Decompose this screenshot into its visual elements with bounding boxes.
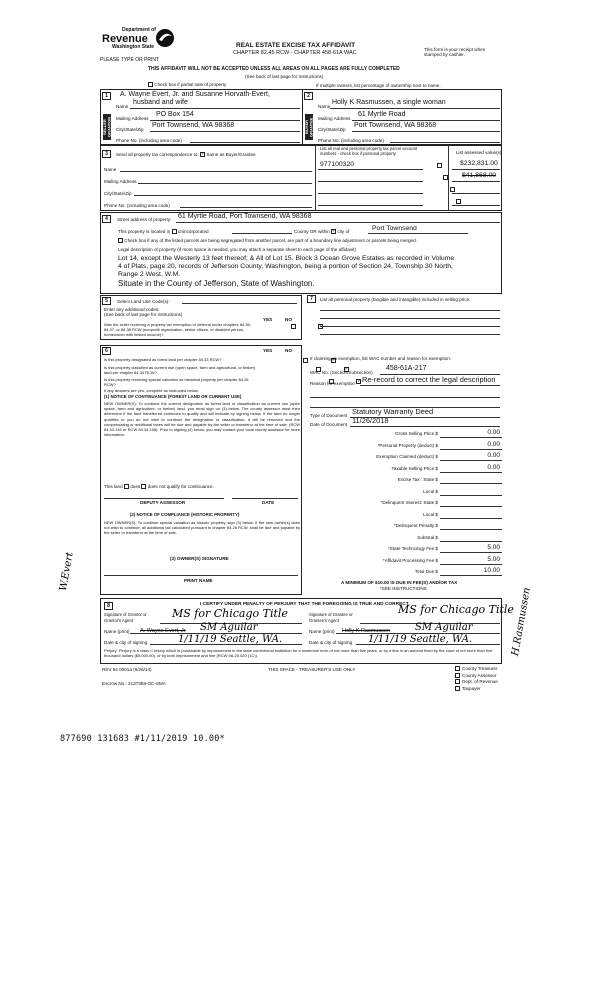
tax-row-label: Taxable Selling Price $ <box>391 465 438 471</box>
buyer-city-label: City/State/Zip <box>318 127 346 132</box>
print-name: PRINT NAME <box>184 578 213 583</box>
seller-phone-label: Phone No. (including area code) <box>116 138 182 143</box>
section-7-number: 7 <box>307 295 316 303</box>
grantee-sig-label: Signature of Grantee or Grantee's Agent <box>309 612 353 623</box>
land-does-checkbox[interactable] <box>124 484 129 489</box>
land-use-yes: YES <box>263 317 273 322</box>
grantee-date-city[interactable]: 1/11/19 Seattle, WA. <box>368 634 473 645</box>
tax-row-label: Gross Selling Price $ <box>395 431 438 436</box>
tax-row-line <box>440 437 502 438</box>
claim-exemption: If claiming an exemption, list WAC number and reason for exemption: <box>310 356 452 361</box>
distribution-checkbox[interactable] <box>455 679 460 684</box>
grantor-name-print[interactable]: SM Aguilar <box>200 622 258 633</box>
wac-label: WAC No. (Section/Subsection) <box>310 370 373 375</box>
located-in-row: This property is located in unincorporated <box>118 229 209 234</box>
buyer-phone-label: Phone No. (including area code) <box>318 138 384 143</box>
grantor-sig-label: Signature of Grantor or Grantor's Agent <box>104 612 147 623</box>
county-or-within: County OR within ✓ city of <box>294 229 349 234</box>
tax-row-line <box>440 449 502 450</box>
buyer-name[interactable]: Holly K Rasmussen, a single woman <box>332 99 446 106</box>
tax-row-label: *Delinquent Interest: State $ <box>380 500 438 505</box>
notice2-title: (2) NOTICE OF COMPLIANCE (HISTORIC PROPERTY) <box>130 512 240 517</box>
grantee-name-label: Name (print) <box>309 629 335 634</box>
tax-row-line <box>440 495 502 496</box>
section-3-number: 3 <box>102 150 111 158</box>
tax-row-value[interactable]: 0.00 <box>487 452 500 459</box>
parcel-pp-checkbox-2[interactable] <box>443 175 448 180</box>
assessed-value-struck: $41,868.00 <box>462 172 497 179</box>
margin-initials-left: W.Evert <box>58 551 76 592</box>
logo-revenue: Revenue <box>102 33 148 45</box>
tax-row-value[interactable]: 0.00 <box>487 440 500 448</box>
unincorporated-checkbox[interactable] <box>172 229 177 234</box>
dor-logo <box>100 28 190 58</box>
doc-date[interactable]: 11/26/2018 <box>352 416 389 425</box>
seller-city[interactable]: Port Townsend, WA 98368 <box>152 122 235 129</box>
distribution-checkbox[interactable] <box>455 686 460 691</box>
tax-row-line <box>440 575 502 576</box>
exemption-reason[interactable]: Re-record to correct the legal description <box>362 375 496 384</box>
receipt-note: This form is your receipt when stamped by cashier. <box>424 47 486 58</box>
doc-date-label: Date of Document <box>310 422 348 427</box>
land-does-not-checkbox[interactable] <box>141 484 146 489</box>
form-title: REAL ESTATE EXCISE TAX AFFIDAVIT <box>236 42 356 49</box>
tax-row-line <box>440 483 502 484</box>
tax-row-label: Local $ <box>423 488 438 494</box>
tax-row-label: *Delinquent Penalty $ <box>393 523 438 528</box>
grantee-name-struck: Holly K Rasmussen <box>342 628 390 634</box>
doc-type-label: Type of Document <box>310 413 348 418</box>
distribution-label: Taxpayer <box>462 685 481 691</box>
warning-banner: THIS AFFIDAVIT WILL NOT BE ACCEPTED UNLESS ALL AREAS ON ALL PAGES ARE FULLY COMPLETED <box>148 66 400 72</box>
same-as-buyer-checkbox[interactable] <box>200 152 205 157</box>
land-qualify-row: This land does does not qualify for continuance. <box>104 484 214 489</box>
buyer-mail[interactable]: 61 Myrtle Road <box>358 111 406 118</box>
distribution-item <box>455 679 498 684</box>
legal-label: Legal description of property (if more space is needed, you may attach a separate sheet to each page of the affidavit) <box>118 247 356 252</box>
seller-tab: SELLER GRANTOR <box>103 114 111 140</box>
grantee-name-print[interactable]: SM Aguilar <box>415 622 473 633</box>
tax-row-line <box>440 564 502 565</box>
owner-signature: (3) OWNER(S) SIGNATURE <box>170 556 229 561</box>
legal-line-2[interactable]: 4 of Plats, page 20, records of Jefferson County, Washington, being a portion of Section 24, Township 30 North, <box>118 263 453 270</box>
logo-state: Washington State <box>112 44 155 50</box>
forest-yes: YES <box>263 348 273 353</box>
grantor-date-city[interactable]: 1/11/19 Seattle, WA. <box>178 634 283 645</box>
forest-q3-no[interactable] <box>356 379 361 384</box>
correspondence-label: Send all property tax correspondence to: ✓ Same as Buyer/Grantee <box>116 152 256 157</box>
forest-no: NO <box>285 348 292 353</box>
seller-name-label: Name <box>116 104 129 109</box>
segregated-checkbox[interactable] <box>118 238 123 243</box>
margin-initials-right: H.Rasmussen <box>510 586 533 657</box>
distribution-item <box>455 666 498 671</box>
multiple-owners-note: If multiple owners, list percentage of ownership next to name. <box>316 83 441 88</box>
seller-mail[interactable]: PO Box 154 <box>156 111 194 118</box>
type-print: PLEASE TYPE OR PRINT <box>100 57 160 63</box>
buyer-city[interactable]: Port Townsend, WA 98368 <box>354 122 437 129</box>
tax-row-value[interactable]: 0.00 <box>487 429 500 436</box>
tax-row-line <box>440 529 502 530</box>
wac-number[interactable]: 458-61A-217 <box>386 365 427 372</box>
perjury-text: Perjury: Perjury is a class C felony which is punishable by imprisonment in the state correctional institution for a maximum term of not more than five years, or by a fine in an amount fixed by the court of not more than five thousand dollars ($5,000.00), or by both imprisonment and fine (RCW 9A.20.020 (1C)). <box>104 648 493 658</box>
tax-row-line <box>440 518 502 519</box>
notice2-text: NEW OWNER(S): To continue special valuation as historic property, sign (3) below. If the new owner(s) does not wish to continue, all additional tax calculated pursuant to chapter 84.26 RCW, shall be due and payable by the seller or transferor at the time of sale. <box>104 520 300 536</box>
distribution-checkbox[interactable] <box>455 673 460 678</box>
corr-name-label: Name <box>104 167 117 172</box>
swoosh-icon <box>155 28 175 48</box>
form-chapter: CHAPTER 82.45 RCW - CHAPTER 458-61A WAC <box>233 50 357 56</box>
forest-if-yes: If any answers are yes, complete as instructed below. <box>104 388 199 393</box>
grantor-signature[interactable]: MS for Chicago Title <box>172 607 288 620</box>
section-6-number: 6 <box>102 347 111 355</box>
land-use-see-back: (See back of last page for instructions) <box>104 312 183 317</box>
seller-mail-label: Mailing Address <box>116 116 149 121</box>
enter-any-codes: Enter any additional codes: <box>104 307 160 312</box>
grantor-name-label: Name (print) <box>104 629 130 634</box>
forest-q2: Is this property classified as current use (open space, farm and agricultural, or timber) land per chapter 84.34 RCW? <box>104 365 256 375</box>
section-2-number: 2 <box>304 92 313 100</box>
deputy-date: DATE <box>262 500 275 505</box>
treasurer-use: THIS SPACE - TREASURER'S USE ONLY <box>268 667 356 672</box>
land-use-no: NO <box>285 317 292 322</box>
tax-row-line <box>440 552 502 553</box>
personal-property-label: List all personal property (tangible and intangible) included in selling price. <box>320 297 471 302</box>
corr-mail-label: Mailing Address <box>104 179 137 184</box>
tax-row-label: *Affidavit Processing Fee $ <box>382 557 438 563</box>
logo-dept-of: Department of <box>122 27 156 33</box>
property-city[interactable]: Port Townsend <box>372 225 417 232</box>
corr-phone-label: Phone No. (including area code) <box>104 203 170 208</box>
city-of-checkbox[interactable] <box>331 229 336 234</box>
tax-row-label: Total Due $ <box>414 569 438 574</box>
tax-row-label: *Personal Property (deduct) $ <box>377 442 438 448</box>
legal-line-4[interactable]: Situate in the County of Jefferson, State of Washington. <box>118 279 315 288</box>
grantor-date-label: Date & city of signing <box>104 640 148 645</box>
tax-row-value[interactable]: 5.00 <box>487 544 500 551</box>
minimum-due: A MINIMUM OF $10.00 IS DUE IN FEE(S) AND/OR TAX <box>341 580 458 585</box>
seller-name[interactable]: A. Wayne Evert, Jr. and Susanne Horvath-Evert, <box>120 91 270 98</box>
distribution-label: County Treasurer <box>462 666 498 671</box>
forest-q1: Is this property designated as forest land per chapter 84.33 RCW? <box>104 357 222 362</box>
seller-city-label: City/State/Zip <box>116 127 144 132</box>
tax-row-label: *State Technology Fee $ <box>388 546 438 551</box>
street-label: Street address of property: <box>117 217 172 222</box>
recording-stamp: 877690 131683 #1/11/2019 10.00* <box>60 734 225 744</box>
section-5-number: 5 <box>102 297 111 305</box>
tax-row-line <box>440 472 502 473</box>
distribution-item <box>455 686 481 691</box>
partial-sale-checkbox[interactable] <box>148 82 153 87</box>
parcel-header: List all real and personal property tax parcel account numbers - check box if personal property <box>320 146 418 156</box>
tax-row-label: Excise Tax : State $ <box>397 477 438 482</box>
forest-q1-yes[interactable] <box>303 358 308 363</box>
certify-heading: I CERTIFY UNDER PENALTY OF PERJURY THAT THE FOREGOING IS TRUE AND CORRECT. <box>200 602 410 607</box>
assessed-header: List assessed value(s) <box>456 150 502 155</box>
distribution-checkbox[interactable] <box>455 666 460 671</box>
buyer-tab: BUYER GRANTEE <box>305 114 313 140</box>
section-4-number: 4 <box>102 215 111 223</box>
legal-line-1[interactable]: Lot 14, except the Westerly 13 feet thereof; & All of Lot 15. Block 3 Ocean Grove Estates as recorded in Volume <box>118 255 455 262</box>
tax-row-value[interactable]: 10.00 <box>483 567 500 574</box>
distribution-item <box>455 673 496 678</box>
tax-row-label: Subtotal $ <box>417 534 438 540</box>
partial-sale-row[interactable]: Check box if partial sale of property <box>148 82 226 87</box>
section-1-number: 1 <box>102 92 111 100</box>
section-8-number: 8 <box>104 602 113 610</box>
rev-number: REV 84 0001a (6/26/14) <box>102 667 152 672</box>
grantee-date-label: Date & city of signing <box>309 640 353 645</box>
tax-row-line <box>440 460 502 461</box>
seller-name-line2[interactable]: husband and wife <box>133 99 188 106</box>
tax-row-label: Exemption Claimed (deduct) $ <box>376 454 438 459</box>
deputy-assessor: DEPUTY ASSESSOR <box>140 500 186 505</box>
corr-city-label: City/State/Zip <box>104 191 132 196</box>
notice1-text: NEW OWNER(S): To continue the current designation as forest land or classification as current use (open space, farm and agriculture, or timber) land, you must sign on (3) below. The county assessor must then determine if the land transferred continues to qualify and will indicate by signing below. If the land no longer qualifies or you do not wish to continue the designation or classification, it will be removed and the compensating or additional taxes will be due and payable by the seller or transferor at the time of sale. (RCW 84.33.140 or RCW 84.34.108). Prior to signing (3) below, you may contact your local county assessor for more information. <box>104 401 300 438</box>
doc-type[interactable]: Statutory Warranty Deed <box>352 407 434 416</box>
escrow-number: Escrow No.: 2137359-OC-SMA <box>102 681 166 686</box>
buyer-mail-label: Mailing Address <box>318 116 351 121</box>
segregated-row: Check box if any of the listed parcels are being segregated from another parcel, are part of a boundary line adjustment or parcels being merged. <box>118 238 417 243</box>
see-back: (See back of last page for instructions) <box>245 74 324 79</box>
exempt-question: Was the seller receiving a property tax exemption or deferral under chapters 84.36, 84.37, or 84.38 RCW (nonprofit organization, senior citizen, or disabled person, homeowner with limited income)? <box>104 322 251 337</box>
property-street[interactable]: 61 Myrtle Road, Port Townsend, WA 98368 <box>178 213 312 220</box>
reason-label: Reason for exemption <box>310 381 355 386</box>
tax-row-value[interactable]: 5.00 <box>487 555 500 563</box>
tax-row-value[interactable]: 0.00 <box>487 463 500 471</box>
tax-row-line <box>440 541 502 542</box>
parcel-pp-checkbox-4[interactable] <box>456 199 461 204</box>
parcel-pp-checkbox-1[interactable] <box>437 163 442 168</box>
grantor-name-struck: A. Wayne Evert, Jr <box>140 628 186 634</box>
legal-line-3[interactable]: Range 2 West, W.M. <box>118 271 181 278</box>
land-use-label: Select Land Use Code(s): <box>117 299 170 304</box>
see-instructions: *SEE INSTRUCTIONS <box>380 586 427 591</box>
tax-row-line <box>440 506 502 507</box>
assessed-value[interactable]: $232,831.00 <box>460 160 498 167</box>
buyer-name-label: Name <box>318 104 331 109</box>
distribution-label: Dept. of Revenue <box>462 679 498 684</box>
tax-row-label: Local $ <box>423 511 438 517</box>
parcel-pp-checkbox-3[interactable] <box>450 187 455 192</box>
exempt-yes-checkbox[interactable] <box>291 324 296 329</box>
parcel-number[interactable]: 977100320 <box>320 161 355 168</box>
distribution-label: County Assessor <box>462 672 497 678</box>
forest-q3: Is this property receiving special valuation as historical property per chapter 84.26 RCW? <box>104 377 249 387</box>
grantee-signature[interactable]: MS for Chicago Title <box>398 603 514 616</box>
notice1-title: (1) NOTICE OF CONTINUANCE (FOREST LAND OR CURRENT USE) <box>104 394 242 399</box>
